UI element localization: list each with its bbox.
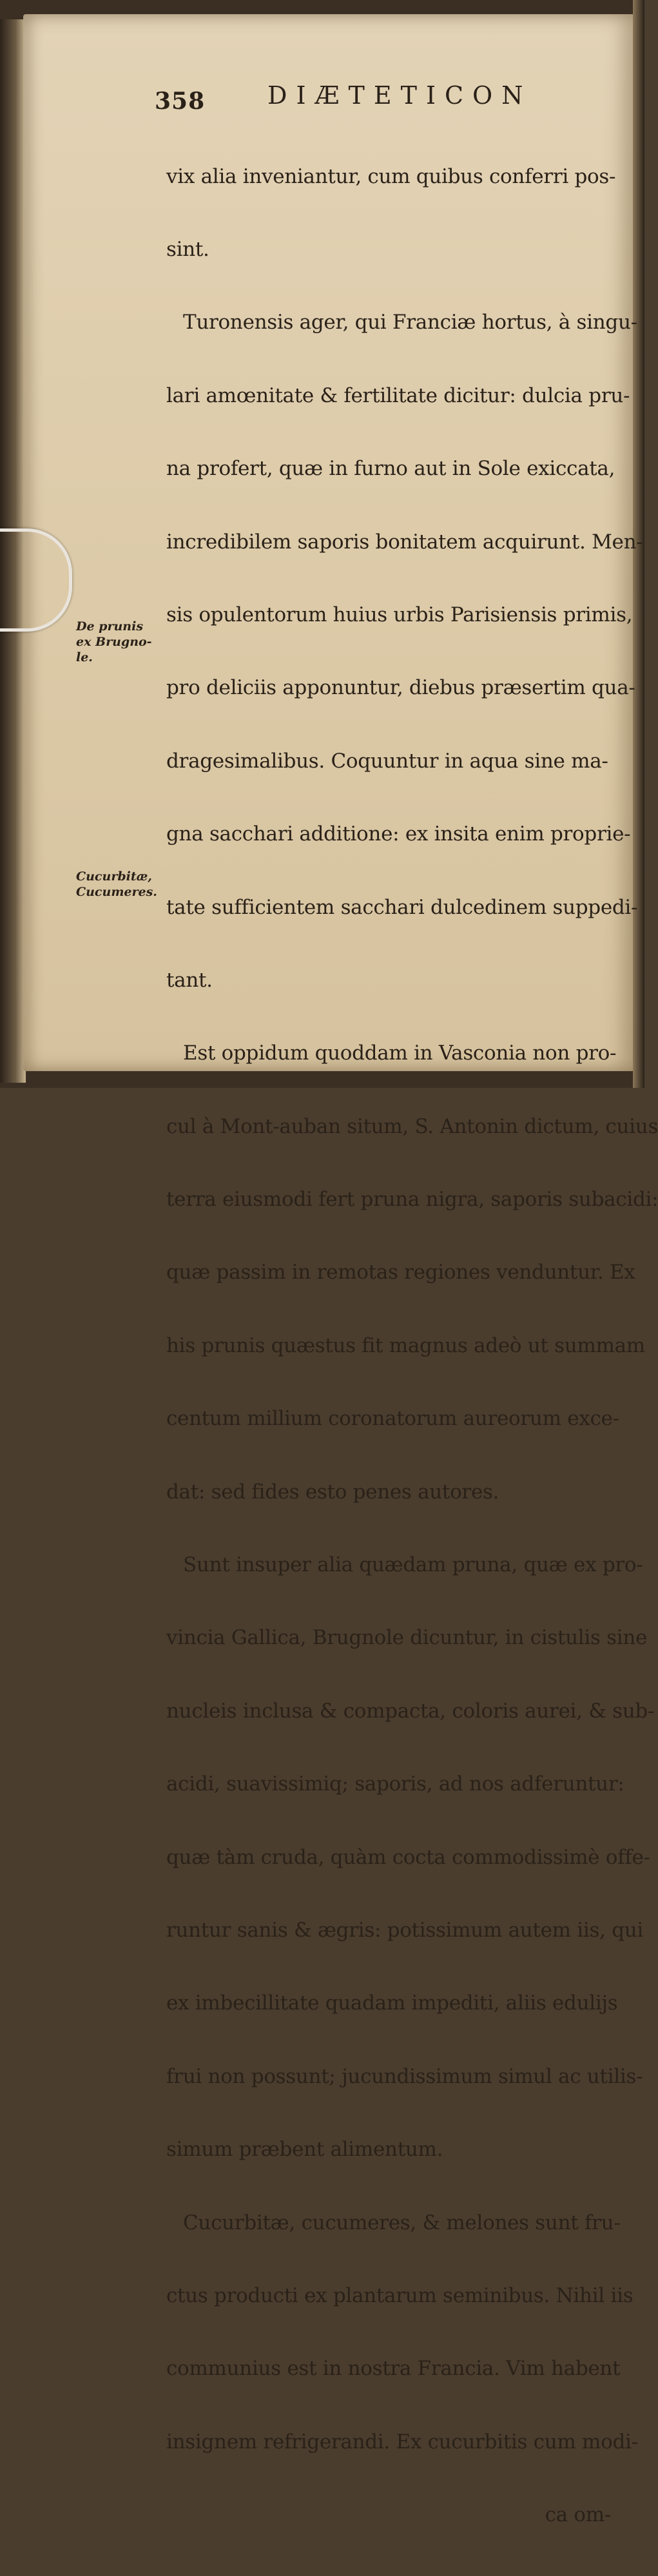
text-line: acidi, suavissimiq; saporis, ad nos adferuntur:	[166, 1772, 624, 1796]
catchword: ca om-	[545, 2503, 611, 2527]
text-line: simum præbent alimentum.	[166, 2138, 443, 2162]
text-line: frui non possunt; jucundissimum simul ac utilis-	[166, 2064, 643, 2088]
text-line: runtur sanis & ægris: potissimum autem iis, qui	[166, 1918, 644, 1942]
page-title: DIÆTETICON	[267, 81, 532, 110]
page-number: 358	[155, 88, 206, 115]
text-line: tant.	[166, 968, 213, 992]
text-line: sint.	[166, 237, 209, 261]
text-line: incredibilem saporis bonitatem acquirunt. Men-	[166, 530, 643, 554]
text-line: vincia Gallica, Brugnole dicuntur, in cistulis sine	[166, 1626, 648, 1650]
running-head	[155, 76, 532, 115]
text-line: Sunt insuper alia quædam pruna, quæ ex pro-	[183, 1553, 643, 1577]
text-line: insignem refrigerandi. Ex cucurbitis cum modi-	[166, 2430, 638, 2454]
text-line: Cucurbitæ, cucumeres, & melones sunt fru-	[183, 2211, 621, 2234]
text-line: gna sacchari additione: ex insita enim proprie-	[166, 822, 631, 846]
text-line: Turonensis ager, qui Franciæ hortus, à singu-	[183, 311, 637, 334]
text-line: centum millium coronatorum aureorum exce-	[166, 1407, 619, 1431]
body-text	[166, 116, 658, 2576]
text-line: ex imbecillitate quadam impediti, aliis edulijs	[166, 1991, 618, 2015]
text-line: quæ tàm cruda, quàm cocta commodissimè offe-	[166, 1845, 650, 1869]
margin-note-cucurbitae: Cucurbitæ, Cucumeres.	[76, 869, 157, 899]
text-line: lari amœnitate & fertilitate dicitur: dulcia pru-	[166, 383, 630, 407]
margin-note-prunis: De prunis ex Brugno- le.	[76, 619, 152, 664]
text-line: pro deliciis apponuntur, diebus præsertim qua-	[166, 676, 635, 700]
text-line: his prunis quæstus fit magnus adeò ut summam	[166, 1333, 645, 1357]
text-line: ctus producti ex plantarum seminibus. Nihil iis	[166, 2283, 634, 2307]
text-line: cul à Mont-auban situm, S. Antonin dictum, cuius	[166, 1114, 658, 1138]
text-line: tate sufficientem sacchari dulcedinem suppedi-	[166, 895, 638, 919]
text-line: nucleis inclusa & compacta, coloris aurei, & sub-	[166, 1699, 655, 1723]
text-line: dragesimalibus. Coquuntur in aqua sine ma-	[166, 749, 608, 773]
text-line: terra eiusmodi fert pruna nigra, saporis subacidi:	[166, 1188, 658, 1212]
text-line: sis opulentorum huius urbis Parisiensis primis,	[166, 603, 633, 626]
text-line: Est oppidum quoddam in Vasconia non pro-	[183, 1041, 617, 1065]
text-line: dat: sed fides esto penes autores.	[166, 1480, 499, 1504]
text-line: communius est in nostra Francia. Vim habent	[166, 2357, 621, 2381]
text-line: na profert, quæ in furno aut in Sole exiccata,	[166, 457, 615, 481]
text-line: quæ passim in remotas regiones venduntur. Ex	[166, 1261, 635, 1284]
text-line: vix alia inveniantur, cum quibus conferri pos-	[166, 164, 616, 188]
